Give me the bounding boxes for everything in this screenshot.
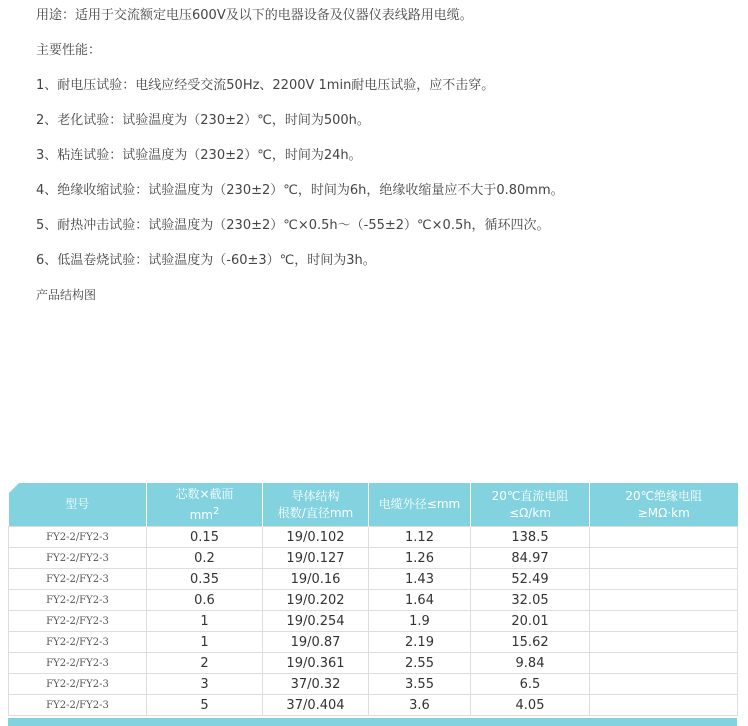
performance-item-5: 5、耐热冲击试验：试验温度为（230±2）℃×0.5h～（-55±2）℃×0.5h，循环四次。 [36,218,550,233]
table-row [9,527,738,548]
header-cores-unit: mm [189,507,213,522]
structure-caption: 产品结构图 [36,288,97,302]
cell-conductor: 19/0.361 [263,653,369,674]
header-insulation-line1: 20℃绝缘电阻 [625,488,703,503]
header-diameter-label: 电缆外径≤mm [378,497,461,511]
header-conductor [263,483,369,527]
header-conductor-line1: 导体结构 [291,488,340,503]
cell-section: 2 [147,653,263,674]
cell-diameter: 1.12 [369,527,471,548]
performance-heading: 主要性能： [36,43,102,58]
cell-model: FY2-2/FY2-3 [9,527,147,548]
cell-diameter: 2.19 [369,632,471,653]
cell-model: FY2-2/FY2-3 [9,632,147,653]
cell-section: 0.15 [147,527,263,548]
corner-triangle-icon [9,483,19,493]
header-model-label: 型号 [65,497,90,511]
cell-insulation [590,653,738,674]
cell-diameter: 1.26 [369,548,471,569]
cell-conductor: 19/0.102 [263,527,369,548]
cell-diameter: 1.43 [369,569,471,590]
cell-insulation [590,590,738,611]
cell-resistance: 32.05 [471,590,590,611]
cell-insulation [590,548,738,569]
cell-model: FY2-2/FY2-3 [9,674,147,695]
table-row [9,632,738,653]
cell-section: 0.35 [147,569,263,590]
cell-diameter: 2.55 [369,653,471,674]
header-model [9,483,147,527]
header-cores-sup: 2 [213,505,220,517]
cell-resistance: 15.62 [471,632,590,653]
cell-model: FY2-2/FY2-3 [9,653,147,674]
header-conductor-line2: 根数/直径mm [277,505,354,520]
cell-insulation [590,527,738,548]
cell-conductor: 37/0.32 [263,674,369,695]
cell-section: 0.2 [147,548,263,569]
cell-section: 5 [147,695,263,716]
header-insulation [590,483,738,527]
performance-item-4: 4、绝缘收缩试验：试验温度为（230±2）℃，时间为6h，绝缘收缩量应不大于0.80mm。 [36,183,564,198]
cell-model: FY2-2/FY2-3 [9,548,147,569]
table-row [9,590,738,611]
cell-resistance: 52.49 [471,569,590,590]
table-row [9,674,738,695]
cell-model: FY2-2/FY2-3 [9,590,147,611]
header-cores [147,483,263,527]
table-row [9,548,738,569]
cell-diameter: 3.55 [369,674,471,695]
cell-conductor: 19/0.16 [263,569,369,590]
cell-insulation [590,569,738,590]
cell-diameter: 1.9 [369,611,471,632]
cell-insulation [590,632,738,653]
cell-model: FY2-2/FY2-3 [9,695,147,716]
cell-conductor: 19/0.202 [263,590,369,611]
cell-resistance: 84.97 [471,548,590,569]
cell-model: FY2-2/FY2-3 [9,569,147,590]
cell-insulation [590,695,738,716]
header-diameter [369,483,471,527]
cell-model: FY2-2/FY2-3 [9,611,147,632]
usage-text: 用途：适用于交流额定电压600V及以下的电器设备及仪器仪表线路用电缆。 [36,8,473,23]
table-header-row [9,483,738,527]
performance-item-3: 3、粘连试验：试验温度为（230±2）℃，时间为24h。 [36,148,362,163]
header-resistance [471,483,590,527]
cell-conductor: 19/0.127 [263,548,369,569]
cell-diameter: 1.64 [369,590,471,611]
performance-item-6: 6、低温卷烧试验：试验温度为（-60±3）℃，时间为3h。 [36,253,376,268]
cell-conductor: 37/0.404 [263,695,369,716]
cell-conductor: 19/0.87 [263,632,369,653]
table-row [9,611,738,632]
cell-insulation [590,611,738,632]
performance-item-1: 1、耐电压试验：电线应经受交流50Hz、2200V 1min耐电压试验，应不击穿。 [36,78,495,93]
cell-resistance: 4.05 [471,695,590,716]
cell-section: 0.6 [147,590,263,611]
header-resistance-line1: 20℃直流电阻 [491,488,569,503]
header-insulation-line2: ≥MΩ·km [637,505,690,520]
cell-resistance: 20.01 [471,611,590,632]
cell-section: 1 [147,632,263,653]
cell-resistance: 9.84 [471,653,590,674]
header-resistance-line2: ≤Ω/km [509,505,551,520]
cell-diameter: 3.6 [369,695,471,716]
cell-insulation [590,674,738,695]
table-row [9,569,738,590]
table-row [9,695,738,716]
table-row [9,653,738,674]
cell-resistance: 6.5 [471,674,590,695]
cell-section: 1 [147,611,263,632]
cell-section: 3 [147,674,263,695]
cell-conductor: 19/0.254 [263,611,369,632]
header-cores-line1: 芯数×截面 [175,486,234,501]
cell-resistance: 138.5 [471,527,590,548]
performance-item-2: 2、老化试验：试验温度为（230±2）℃，时间为500h。 [36,113,370,128]
spec-table [8,483,738,716]
table-footer-bar [8,718,737,726]
